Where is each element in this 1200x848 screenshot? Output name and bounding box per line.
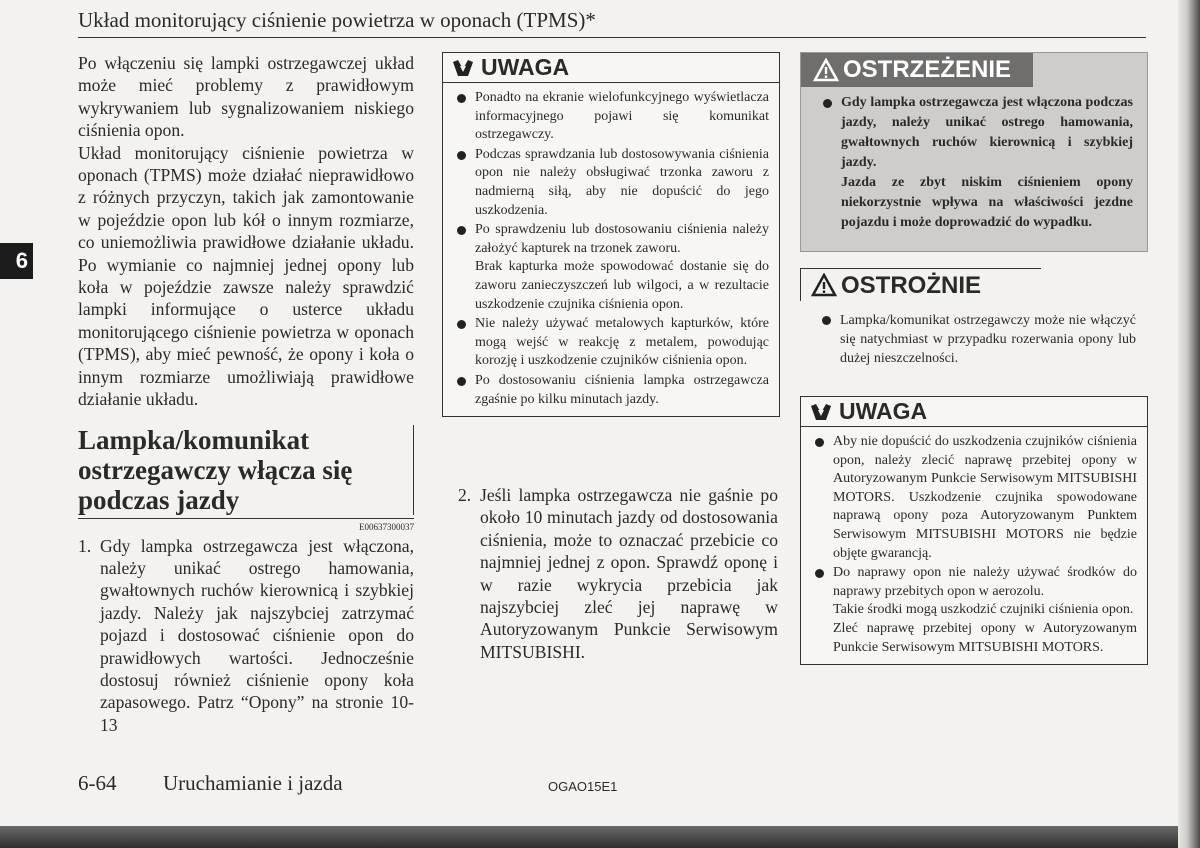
list-item: Ponadto na ekranie wielofunkcyjnego wyświetlacza informacyjnego pojawi się komunikat ostrzegawczy.: [457, 89, 769, 145]
uwaga-box-2: [800, 396, 1148, 665]
list-item: Aby nie dopuścić do uszkodzenia czujników ciśnienia opon, należy zlecić naprawę przebitej opony w Autoryzowanym Punkcie Serwisowym MITSUBISHI MOTORS. Uszkodzenie czujnika spowodowane naprawą opony poza Autoryzowanym Punktem Serwisowym MITSUBISHI MOTORS nie będzie objęte gwarancją.: [815, 433, 1137, 563]
uwaga-title: UWAGA: [481, 54, 570, 81]
uwaga-title: UWAGA: [839, 398, 928, 425]
heading-rule: [78, 518, 414, 519]
numbered-item-2: [458, 482, 778, 663]
caution-triangle-icon: [811, 273, 837, 297]
warning-box: [800, 52, 1148, 252]
warning-triangle-icon: [813, 58, 839, 82]
item-text: Jeśli lampka ostrzegawcza nie gaśnie po około 10 minutach jazdy od dostosowania ciśnienia, może to oznaczać przebicie co najmniej jednej z opon. Sprawdź oponę i w razie wykrycia przebicia jak najszybciej zleć jej naprawę w Autoryzowanym Punkcie Serwisowym MITSUBISHI.: [480, 485, 778, 662]
list-item: Nie należy używać metalowych kapturków, które mogą wejść w reakcję z metalem, powodując korozję i uszkodzenie czujników ciśnienia opon.: [457, 315, 769, 371]
bullet-icon: [815, 438, 824, 447]
uwaga-header: [443, 53, 779, 83]
uwaga-box-1: [442, 52, 780, 417]
uwaga-list: [801, 427, 1147, 664]
item-number: 1.: [78, 535, 92, 556]
hand-note-icon: [451, 57, 475, 79]
chapter-tab: 6: [0, 243, 33, 279]
caution-list: [800, 301, 1146, 368]
caution-header: [800, 268, 1041, 301]
bullet-icon: [822, 316, 831, 325]
uwaga-header: [801, 397, 1147, 427]
bullet-icon: [815, 569, 824, 578]
list-item: Do naprawy opon nie należy używać środków do naprawy przebitych opon w aerozolu. Takie środki mogą uszkodzić czujniki ciśnienia opon. Zleć naprawę przebitej opony w Autoryzowanym Punkcie Serwisowym MITSUBISHI MOTORS.: [815, 564, 1137, 657]
list-item: Po sprawdzeniu lub dostosowaniu ciśnienia należy założyć kapturek na trzonek zaworu. Brak kapturka może spowodować dostanie się do zaworu zanieczyszczeń lub wilgoci, a w rezultacie uszkodzenie czujnika ciśnienia opon.: [457, 221, 769, 314]
bullet-icon: [457, 377, 466, 386]
warning-header: [801, 53, 1033, 87]
bullet-icon: [457, 320, 466, 329]
section-code: E00637300037: [359, 521, 414, 532]
document-code: OGAO15E1: [548, 779, 618, 794]
numbered-item-1: [78, 535, 414, 737]
item-text: Gdy lampka ostrzegawcza jest włączona, należy unikać ostrego hamowania, gwałtownych ruchów kierownicą i szybkiej jazdy. Należy jak najszybciej zatrzymać pojazd i dostosować ciśnienie opon do prawidłowych wartości. Jednocześnie dostosuj również ciśnienie opony koła zapasowego. Patrz “Opony” na stronie 10-13: [100, 535, 414, 735]
page-number: 6-64: [78, 771, 117, 795]
item-number: 2.: [458, 485, 472, 505]
list-item: Lampka/komunikat ostrzegawczy może nie włączyć się natychmiast w przypadku rozerwania opony lub dużej nieszczelności.: [822, 311, 1136, 368]
list-item: Po dostosowaniu ciśnienia lampka ostrzegawcza zgaśnie po kilku minutach jazdy.: [457, 372, 769, 409]
chapter-name: Uruchamianie i jazda: [163, 771, 343, 795]
bullet-icon: [457, 94, 466, 103]
tpms-paragraph: Układ monitorujący ciśnienie powietrza w oponach (TPMS) może działać nieprawidłowo z różnych przyczyn, takich jak zamontowanie w pojeździe opon lub kół o innym rozmiarze, co uniemożliwia prawidłowe działanie układu. Po wymianie co najmniej jednej opony lub koła w pojeździe zawsze należy sprawdzić lampki informujące o usterce układu monitorującego ciśnienie powietrza w oponach (TPMS), aby mieć pewność, że opony i koła o innym rozmiarze umożliwiają prawidłowe działanie układu.: [78, 142, 414, 410]
page-right-edge: [1178, 0, 1200, 848]
page-bottom-edge: [0, 826, 1200, 848]
hand-note-icon: [809, 401, 833, 423]
caution-box: [800, 268, 1146, 368]
bullet-icon: [823, 99, 832, 108]
list-item: Gdy lampka ostrzegawcza jest włączona podczas jazdy, należy unikać ostrego hamowania, gwałtownych ruchów kierownicą i szybkiej jazdy. Jazda ze zbyt niskim ciśnieniem opony niekorzystnie wpływa na właściwości jezdne pojazdu i może doprowadzić do wypadku.: [823, 93, 1133, 233]
intro-paragraph: Po włączeniu się lampki ostrzegawczej układ może mieć problemy z prawidłowym wykrywaniem lub sygnalizowaniem niskiego ciśnienia opon.: [78, 53, 414, 141]
bullet-icon: [457, 151, 466, 160]
list-item: Podczas sprawdzania lub dostosowywania ciśnienia opon nie należy obsługiwać trzonka zaworu z nadmierną siłą, aby nie dopuścić do jego uszkodzenia.: [457, 146, 769, 220]
warning-title: OSTRZEŻENIE: [843, 56, 1012, 83]
left-column: [78, 52, 414, 736]
page-header: Układ monitorujący ciśnienie powietrza w oponach (TPMS)*: [78, 8, 1146, 38]
caution-title: OSTROŻNIE: [841, 271, 982, 299]
uwaga-list: [443, 83, 779, 416]
bullet-icon: [457, 226, 466, 235]
section-heading: Lampka/komunikat ostrzegawczy włącza się podczas jazdy: [78, 425, 414, 515]
warning-list: [801, 87, 1147, 239]
